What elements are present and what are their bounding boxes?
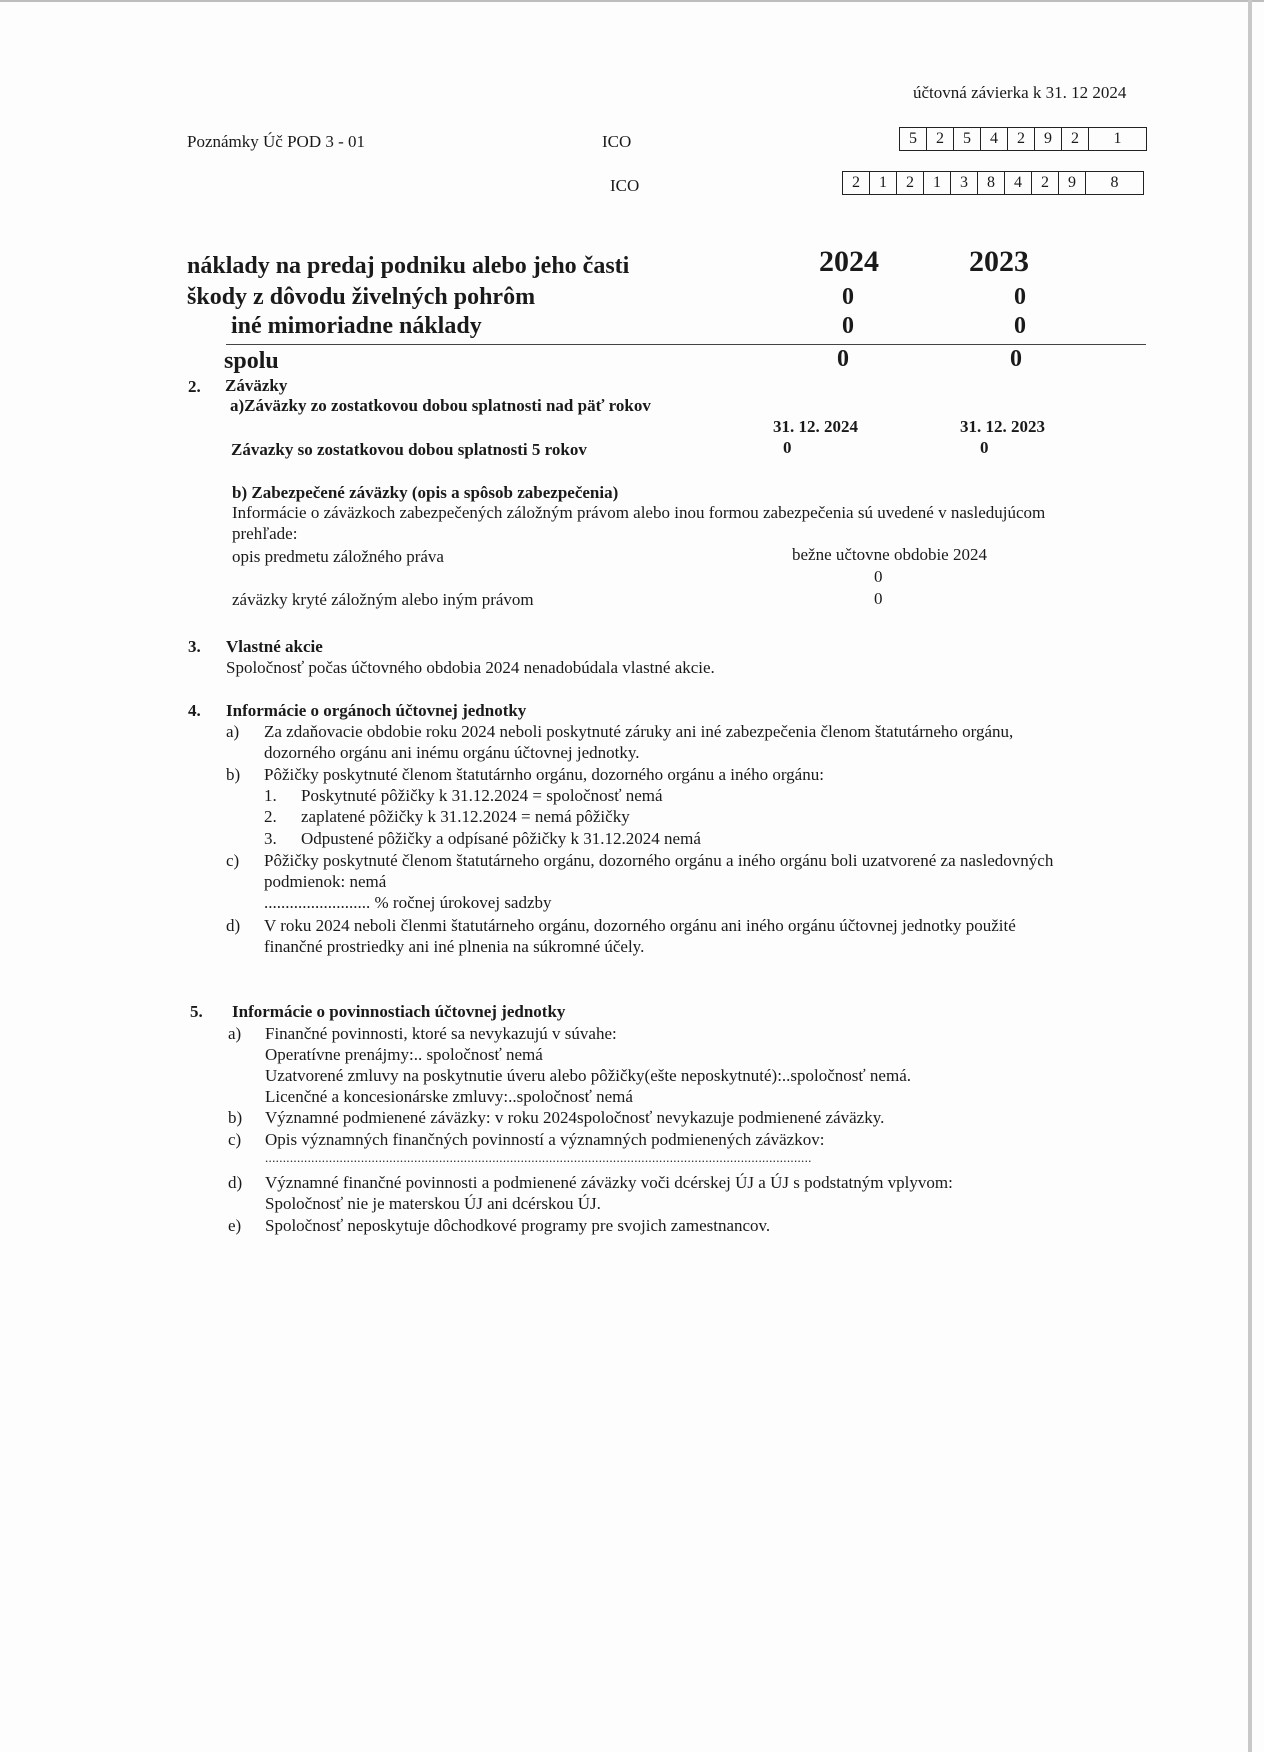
subsection-title: a)Záväzky zo zostatkovou dobou splatnosti nad päť rokov <box>230 396 651 415</box>
body-text: Spoločnosť počas účtovného obdobia 2024 nenadobúdala vlastné akcie. <box>226 658 715 677</box>
liability-row-label: Závazky so zostatkovou dobou splatnosti 5 rokov <box>231 440 587 459</box>
scan-right-edge <box>1248 0 1252 1752</box>
body-text: prehľade: <box>232 524 298 543</box>
body-text: Pôžičky poskytnuté členom štatutárnho orgánu, dozorného orgánu a iného orgánu: <box>264 765 824 784</box>
section-title: Informácie o povinnostiach účtovnej jednotky <box>232 1002 566 1021</box>
date-2024: 31. 12. 2024 <box>773 417 858 436</box>
body-text: finančné prostriedky ani iné plnenia na súkromné účely. <box>264 937 645 956</box>
row-label: škody z dôvodu živelných pohrôm <box>187 284 536 310</box>
section-number: 3. <box>188 637 201 656</box>
subsection-title: b) Zabezpečené záväzky (opis a spôsob zabezpečenia) <box>232 483 619 502</box>
body-text: V roku 2024 neboli členmi štatutárneho orgánu, dozorného orgánu ani iného orgánu účtovnej jednotky použité <box>264 916 1016 935</box>
section-title: Záväzky <box>225 376 288 395</box>
year-2024-header: 2024 <box>819 245 879 278</box>
table-divider <box>226 344 1146 345</box>
ico-digit: 9 <box>1035 128 1062 150</box>
secured-label: záväzky kryté záložným alebo iným právom <box>232 590 534 609</box>
list-item: Poskytnuté pôžičky k 31.12.2024 = spoločnosť nemá <box>301 786 663 805</box>
section-number: 4. <box>188 701 201 720</box>
body-text: ......................... % ročnej úrokovej sadzby <box>264 893 552 912</box>
ico-label-1: ICO <box>602 132 632 151</box>
row-value-2024: 0 <box>842 284 854 310</box>
section-title: Vlastné akcie <box>226 637 323 656</box>
item-letter: d) <box>226 916 241 935</box>
body-text: Významné podmienené záväzky: v roku 2024spoločnosť nevykazuje podmienené záväzky. <box>265 1108 885 1127</box>
body-text: Licenčné a koncesionárske zmluvy:..spoločnosť nemá <box>265 1087 633 1106</box>
body-text: Spoločnosť neposkytuje dôchodkové programy pre svojich zamestnancov. <box>265 1216 771 1235</box>
body-text: Uzatvorené zmluvy na poskytnutie úveru alebo pôžičky(ešte neposkytnuté):..spoločnosť nemá. <box>265 1066 911 1085</box>
body-text: Informácie o záväzkoch zabezpečených záložným právom alebo inou formou zabezpečenia sú uvedené v nasledujúcom <box>232 503 1046 522</box>
item-letter: e) <box>228 1216 242 1235</box>
scan-top-edge <box>0 0 1264 2</box>
ico-digit: 4 <box>981 128 1008 150</box>
item-letter: a) <box>228 1024 242 1043</box>
year-2023-header: 2023 <box>969 245 1029 278</box>
section-number: 2. <box>188 377 201 396</box>
body-text: Opis významných finančných povinností a významných podmienených záväzkov: <box>265 1130 825 1149</box>
ico-digit: 1 <box>870 172 897 194</box>
ico-digit: 4 <box>1005 172 1032 194</box>
item-letter: b) <box>226 765 241 784</box>
body-text: podmienok: nemá <box>264 872 387 891</box>
body-text: Za zdaňovacie obdobie roku 2024 neboli poskytnuté záruky ani iné zabezpečenia členom štatutárneho orgánu, <box>264 722 1014 741</box>
pledge-value: 0 <box>874 567 883 586</box>
list-item: zaplatené pôžičky k 31.12.2024 = nemá pôžičky <box>301 807 630 826</box>
ico-digits-box-2 <box>842 171 1144 195</box>
row-value-2023: 0 <box>1014 284 1026 310</box>
list-number: 3. <box>264 829 277 848</box>
section-title: Informácie o orgánoch účtovnej jednotky <box>226 701 527 720</box>
dotted-line: .......................................................................................................................................................... <box>265 1150 812 1165</box>
ico-digit: 8 <box>1110 174 1119 191</box>
period-label: bežne učtovne obdobie 2024 <box>792 545 987 564</box>
liability-value-2023: 0 <box>980 438 989 457</box>
form-name: Poznámky Úč POD 3 - 01 <box>187 132 366 151</box>
ico-digit: 1 <box>924 172 951 194</box>
list-number: 2. <box>264 807 277 826</box>
ico-digit: 2 <box>843 172 870 194</box>
item-letter: d) <box>228 1173 243 1192</box>
list-item: Odpustené pôžičky a odpísané pôžičky k 31.12.2024 nemá <box>301 829 701 848</box>
ico-digit: 2 <box>897 172 924 194</box>
list-number: 1. <box>264 786 277 805</box>
item-letter: c) <box>226 851 240 870</box>
row-value-2023: 0 <box>1014 313 1026 339</box>
ico-digit: 2 <box>1032 172 1059 194</box>
ico-digit: 2 <box>1062 128 1089 150</box>
body-text: Významné finančné povinnosti a podmienené záväzky voči dcérskej ÚJ a ÚJ s podstatným vplyvom: <box>265 1173 953 1192</box>
row-value-2023: 0 <box>1010 346 1022 372</box>
row-value-2024: 0 <box>842 313 854 339</box>
closing-date: účtovná závierka k 31. 12 2024 <box>913 83 1127 102</box>
item-letter: a) <box>226 722 240 741</box>
ico-label-2: ICO <box>610 176 640 195</box>
ico-digit: 5 <box>954 128 981 150</box>
ico-digit: 9 <box>1059 172 1086 194</box>
item-letter: b) <box>228 1108 243 1127</box>
ico-digit: 5 <box>900 128 927 150</box>
row-value-2024: 0 <box>837 346 849 372</box>
body-text: Finančné povinnosti, ktoré sa nevykazujú v súvahe: <box>265 1024 617 1043</box>
secured-value: 0 <box>874 589 883 608</box>
ico-digit: 2 <box>927 128 954 150</box>
body-text: dozorného orgánu ani inému orgánu účtovnej jednotky. <box>264 743 640 762</box>
pledge-label: opis predmetu záložného práva <box>232 547 444 566</box>
ico-digit: 1 <box>1113 130 1122 147</box>
section-number: 5. <box>190 1002 203 1021</box>
liability-value-2024: 0 <box>783 438 792 457</box>
ico-digit: 2 <box>1008 128 1035 150</box>
body-text: Operatívne prenájmy:.. spoločnosť nemá <box>265 1045 543 1064</box>
row-label: spolu <box>224 348 279 374</box>
ico-digit: 8 <box>978 172 1005 194</box>
date-2023: 31. 12. 2023 <box>960 417 1045 436</box>
body-text: Pôžičky poskytnuté členom štatutárneho orgánu, dozorného orgánu a iného orgánu boli uzatvorené za nasledovných <box>264 851 1054 870</box>
item-letter: c) <box>228 1130 242 1149</box>
row-label: iné mimoriadne náklady <box>231 313 482 339</box>
body-text: Spoločnosť nie je materskou ÚJ ani dcérskou ÚJ. <box>265 1194 601 1213</box>
ico-digit: 3 <box>951 172 978 194</box>
row-label: náklady na predaj podniku alebo jeho časti <box>187 253 630 279</box>
ico-digits-box-1 <box>899 127 1147 151</box>
